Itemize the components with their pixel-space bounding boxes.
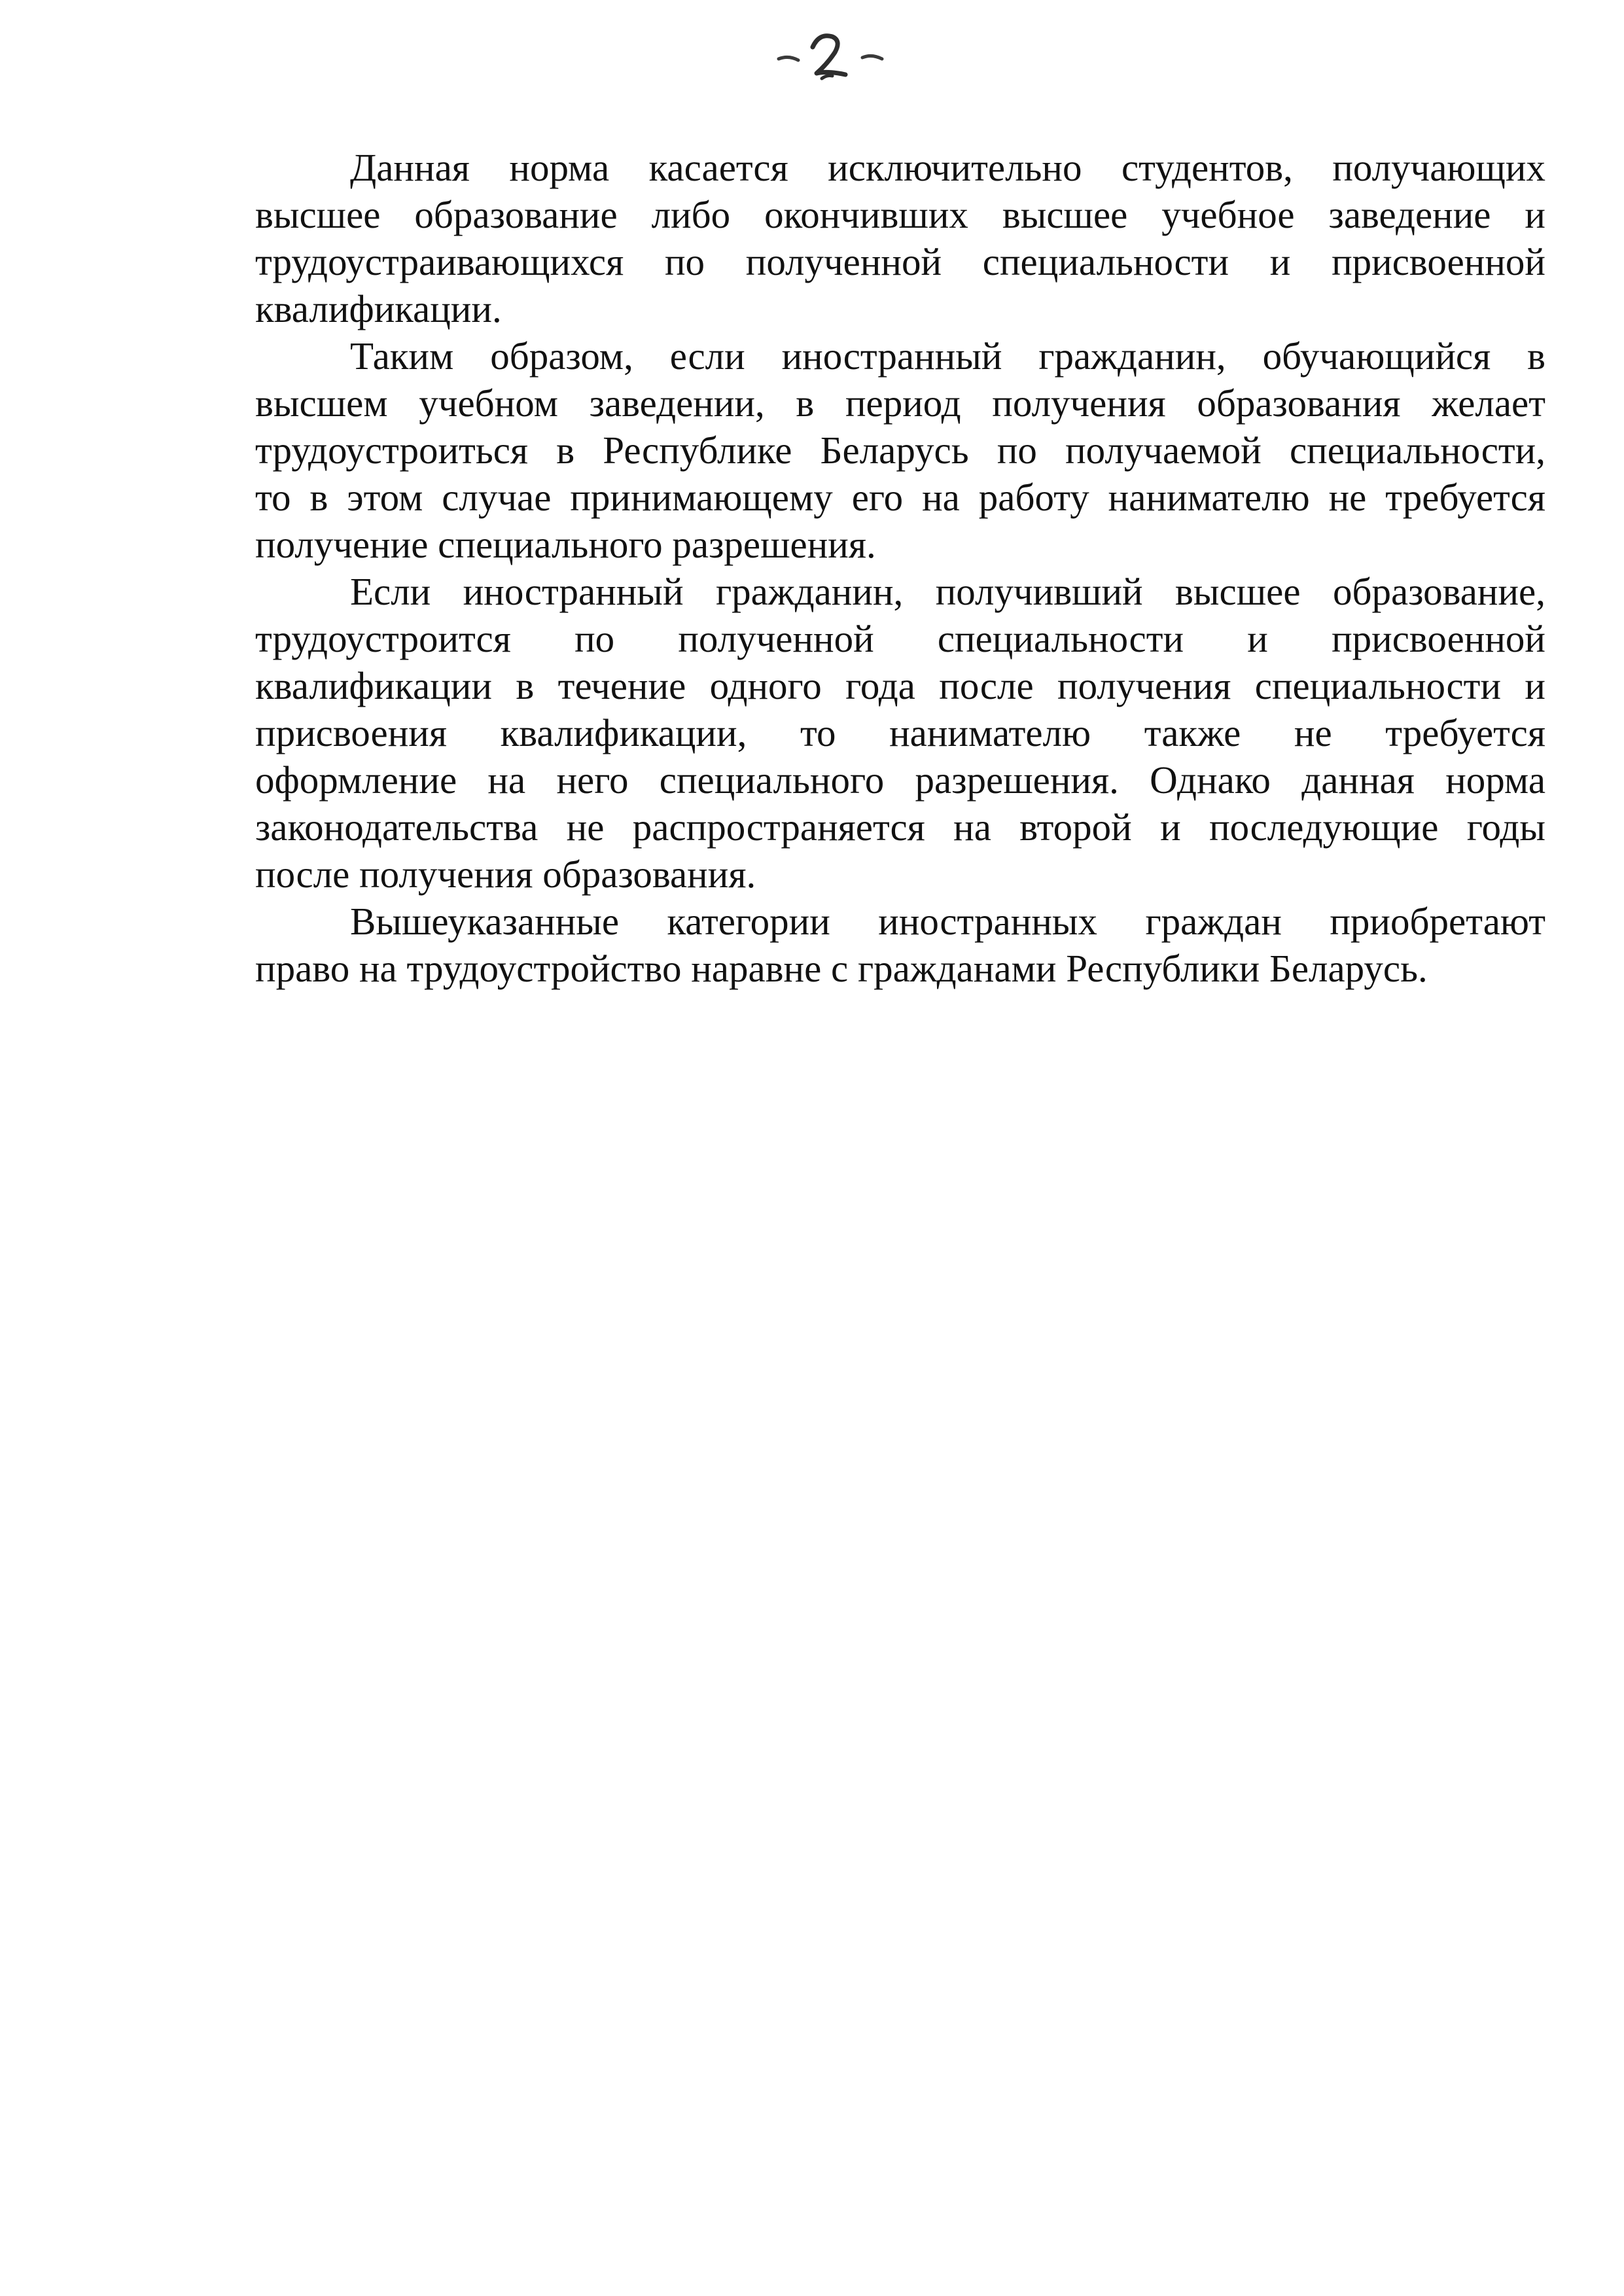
text-line: Данная норма касается исключительно студентов, получающих — [350, 146, 1545, 189]
text-line: получение специального разрешения. — [255, 523, 876, 566]
paragraph-3 — [255, 568, 1545, 898]
text-line: Если иностранный гражданин, получивший высшее образование, — [350, 570, 1545, 613]
text-line: трудоустроиться в Республике Беларусь по получаемой специальности, — [255, 429, 1545, 472]
text-line: высшем учебном заведении, в период получения образования желает — [255, 381, 1545, 425]
text-line: после получения образования. — [255, 853, 756, 896]
text-line: присвоения квалификации, то нанимателю также не требуется — [255, 711, 1545, 754]
text-line: Таким образом, если иностранный гражданин, обучающийся в — [350, 334, 1545, 378]
text-line: законодательства не распространяется на второй и последующие годы — [255, 805, 1545, 849]
text-line: право на трудоустройство наравне с гражданами Республики Беларусь. — [255, 947, 1428, 990]
text-line: квалификации в течение одного года после получения специальности и — [255, 664, 1545, 707]
paragraph-1 — [255, 144, 1545, 332]
page-number — [759, 18, 903, 90]
text-line: оформление на него специального разрешения. Однако данная норма — [255, 758, 1545, 802]
paragraph-2 — [255, 332, 1545, 568]
text-line: то в этом случае принимающему его на работу нанимателю не требуется — [255, 476, 1545, 519]
text-line: трудоустраивающихся по полученной специальности и присвоенной — [255, 240, 1545, 283]
text-line: Вышеуказанные категории иностранных граждан приобретают — [350, 900, 1545, 943]
text-line: квалификации. — [255, 287, 502, 330]
paragraph-4 — [255, 898, 1545, 992]
text-line: высшее образование либо окончивших высшее учебное заведение и — [255, 193, 1545, 236]
handwritten-page-number-icon — [759, 18, 903, 90]
document-body — [255, 144, 1545, 992]
text-line: трудоустроится по полученной специальности и присвоенной — [255, 617, 1545, 660]
